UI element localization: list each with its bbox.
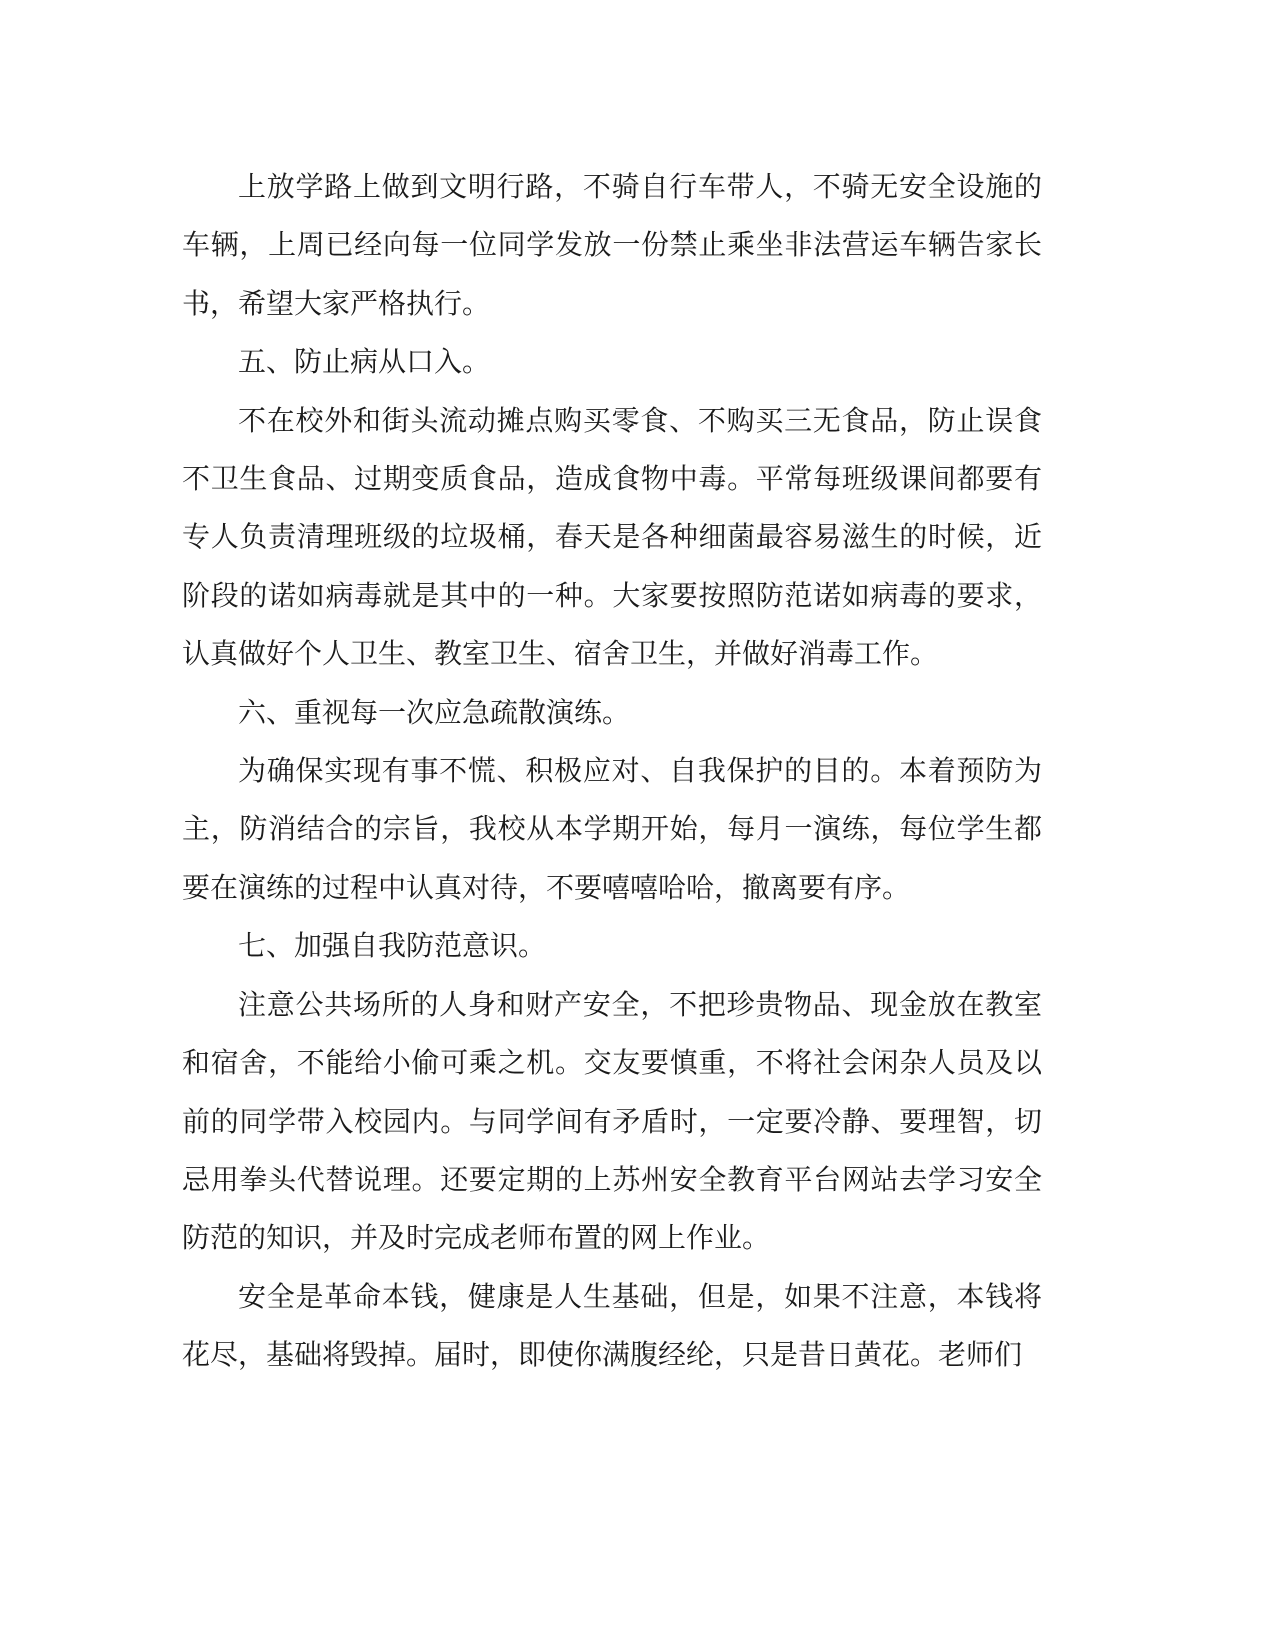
heading-section-five: 五、防止病从口入。	[238, 345, 491, 379]
document-body	[182, 158, 1042, 1385]
heading-section-seven: 七、加强自我防范意识。	[238, 929, 547, 963]
paragraph-self-protection: 注意公共场所的人身和财产安全，不把珍贵物品、现金放在教室和宿舍，不能给小偷可乘之机。交友要慎重，不将社会闲杂人员及以前的同学带入校园内。与同学间有矛盾时，一定要冷静、要理智，切忌用拳头代替说理。还要定期的上苏州安全教育平台网站去学习安全防范的知识，并及时完成老师布置的网上作业。	[182, 987, 1042, 1255]
paragraph-food-safety: 不在校外和街头流动摊点购买零食、不购买三无食品，防止误食不卫生食品、过期变质食品，造成食物中毒。平常每班级课间都要有专人负责清理班级的垃圾桶，春天是各种细菌最容易滋生的时候，近阶段的诺如病毒就是其中的一种。大家要按照防范诺如病毒的要求，认真做好个人卫生、教室卫生、宿舍卫生，并做好消毒工作。	[182, 403, 1042, 671]
paragraph-conclusion: 安全是革命本钱，健康是人生基础，但是，如果不注意，本钱将花尽，基础将毁掉。届时，即使你满腹经纶，只是昔日黄花。老师们	[182, 1279, 1042, 1372]
heading-section-six: 六、重视每一次应急疏散演练。	[238, 695, 631, 729]
paragraph-evacuation-drill: 为确保实现有事不慌、积极应对、自我保护的目的。本着预防为主，防消结合的宗旨，我校从本学期开始，每月一演练，每位学生都要在演练的过程中认真对待，不要嘻嘻哈哈，撤离要有序。	[182, 754, 1042, 904]
paragraph-traffic-safety: 上放学路上做到文明行路，不骑自行车带人，不骑无安全设施的车辆，上周已经向每一位同学发放一份禁止乘坐非法营运车辆告家长书，希望大家严格执行。	[182, 170, 1042, 320]
